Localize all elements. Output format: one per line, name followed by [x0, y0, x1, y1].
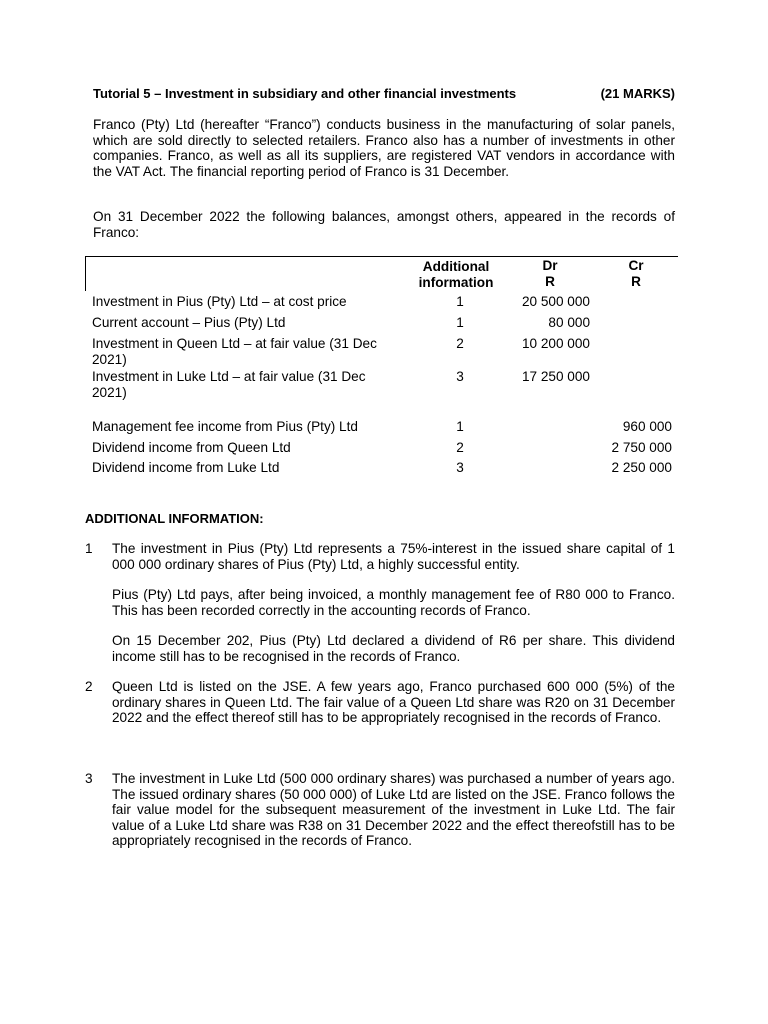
intro-paragraph: Franco (Pty) Ltd (hereafter “Franco”) conducts business in the manufacturing of solar panels, which are sold directly to selected retailers. Franco also has a number of investments in other companies. Franco, as well as all its suppliers, are registered VAT vendors in accordance with the VAT Act. The financial reporting period of Franco is 31 December.: [93, 117, 675, 179]
table-row-debit: 10 200 000: [521, 336, 590, 351]
item-1-paragraph: The investment in Pius (Pty) Ltd represents a 75%-interest in the issued share capital of 1 000 000 ordinary shares of Pius (Pty) Ltd, a highly successful entity.: [112, 541, 675, 572]
item-3-paragraph: The investment in Luke Ltd (500 000 ordinary shares) was purchased a number of years ago. The issued ordinary shares (50 000 000) of Luke Ltd are listed on the JSE. Franco follows the fair value model for the subsequent measurement of the investment in Luke Ltd. The fair value of a Luke Ltd share was R38 on 31 December 2022 and the effect thereofstill has to be appropriately recognised in the records of Franco.: [112, 771, 675, 848]
title-text: Tutorial 5 – Investment in subsidiary and other financial investments: [93, 86, 517, 101]
header-additional-information: Additional information: [418, 259, 494, 290]
balances-table: [85, 256, 678, 476]
header-debit: Dr R: [542, 258, 558, 289]
table-row-info: 1: [456, 315, 464, 330]
table-row-debit: 17 250 000: [521, 369, 590, 384]
item-number: 2: [85, 679, 93, 694]
table-row-info: 2: [456, 336, 464, 351]
table-row-credit: 960 000: [622, 419, 672, 434]
item-number: 3: [85, 771, 93, 786]
balances-intro-paragraph: On 31 December 2022 the following balances, amongst others, appeared in the records of Franco:: [93, 209, 675, 240]
table-row-info: 3: [456, 369, 464, 384]
table-row-label: Investment in Queen Ltd – at fair value (31 Dec 2021): [92, 336, 377, 367]
table-row-label: Investment in Pius (Pty) Ltd – at cost price: [92, 294, 347, 309]
header-credit: Cr R: [628, 258, 644, 289]
table-row-label: Investment in Luke Ltd – at fair value (31 Dec 2021): [92, 369, 366, 400]
table-row-info: 1: [456, 419, 464, 434]
table-row-label: Dividend income from Queen Ltd: [92, 440, 291, 455]
title-marks: (21 MARKS): [600, 86, 675, 101]
table-row-label: Dividend income from Luke Ltd: [92, 460, 280, 475]
tutorial-title: [93, 86, 675, 102]
table-row-label: Management fee income from Pius (Pty) Ltd: [92, 419, 358, 434]
table-row-credit: 2 250 000: [611, 460, 672, 475]
table-row-credit: 2 750 000: [611, 440, 672, 455]
table-row-label: Current account – Pius (Pty) Ltd: [92, 315, 286, 330]
table-row-debit: 80 000: [548, 315, 590, 330]
item-1-paragraph: On 15 December 202, Pius (Pty) Ltd declared a dividend of R6 per share. This dividend income still has to be recognised in the records of Franco.: [112, 633, 675, 664]
item-1-paragraph: Pius (Pty) Ltd pays, after being invoiced, a monthly management fee of R80 000 to Franco. This has been recorded correctly in the accounting records of Franco.: [112, 587, 675, 618]
table-row-info: 1: [456, 294, 464, 309]
table-row-info: 2: [456, 440, 464, 455]
item-number: 1: [85, 541, 93, 556]
additional-information-heading: ADDITIONAL INFORMATION:: [85, 511, 264, 526]
table-row-info: 3: [456, 460, 464, 475]
table-top-border: [85, 256, 678, 257]
item-2-paragraph: Queen Ltd is listed on the JSE. A few years ago, Franco purchased 600 000 (5%) of the ordinary shares in Queen Ltd. The fair value of a Queen Ltd share was R20 on 31 December 2022 and the effect thereof still has to be appropriately recognised in the records of Franco.: [112, 679, 675, 725]
table-left-border: [85, 256, 86, 291]
table-row-debit: 20 500 000: [521, 294, 590, 309]
